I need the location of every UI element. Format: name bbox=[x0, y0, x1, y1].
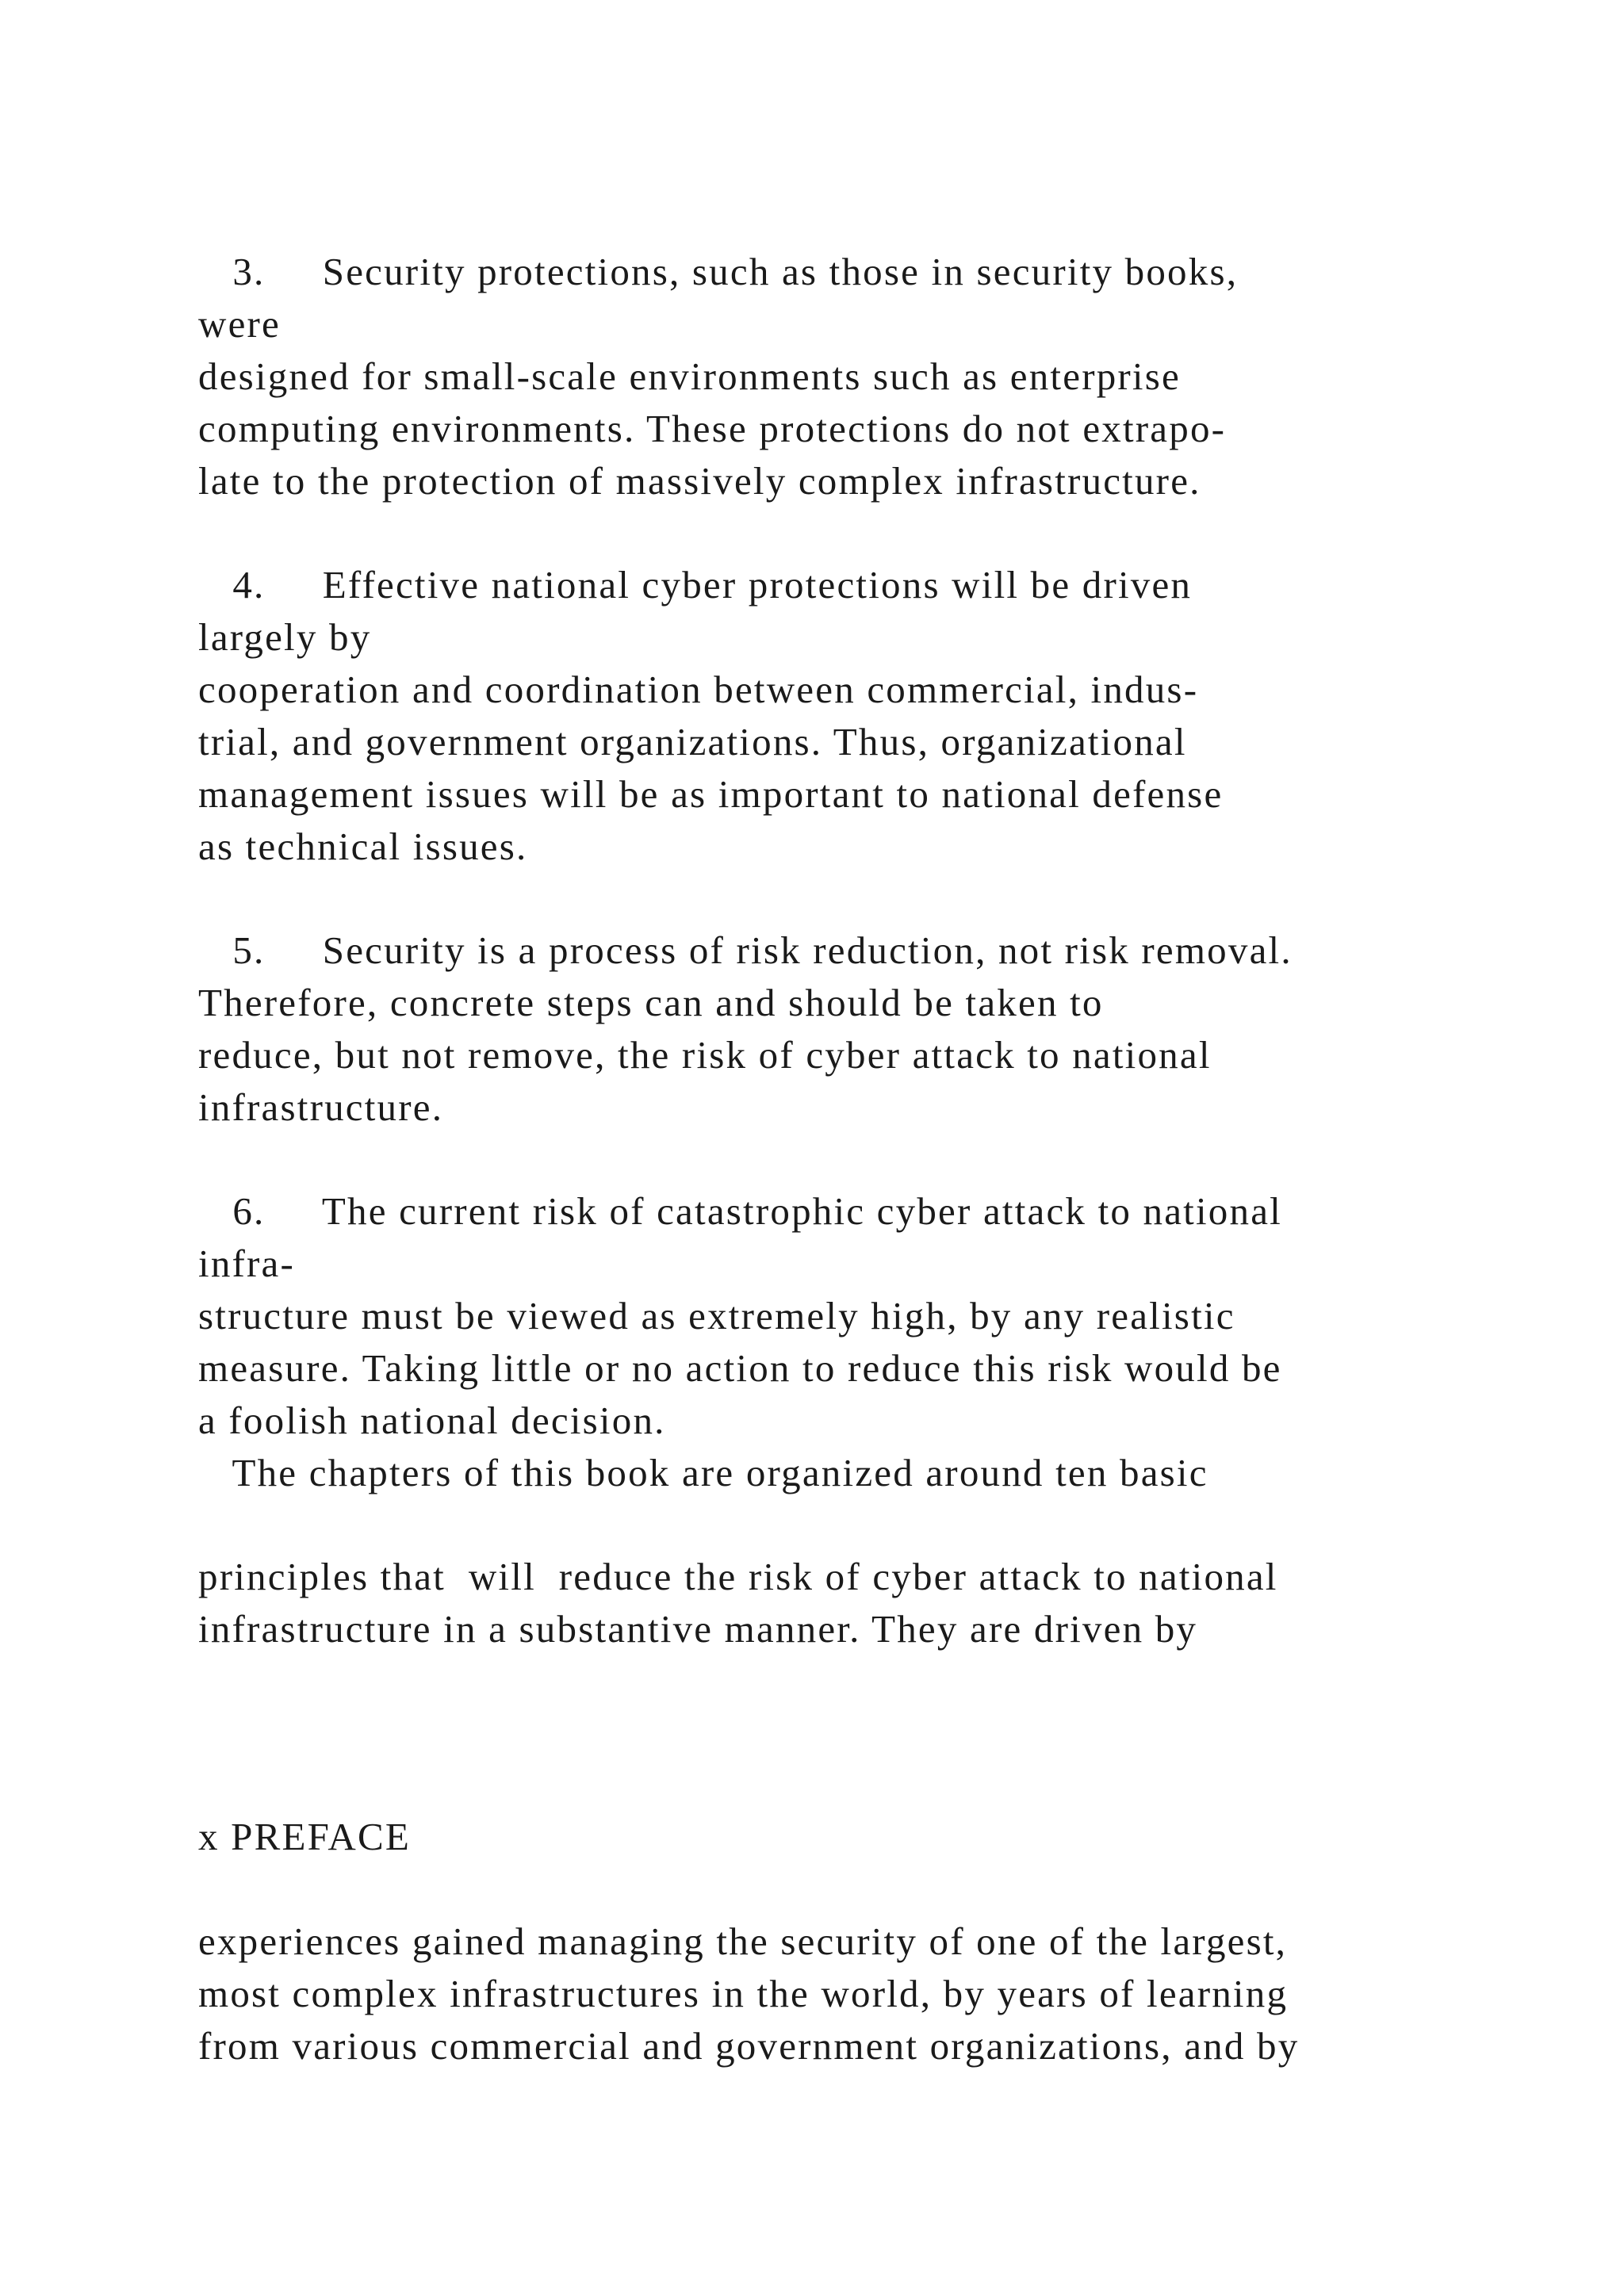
text-line: structure must be viewed as extremely high, by any realistic bbox=[198, 1294, 1235, 1337]
page-header: x PREFACE bbox=[198, 1815, 412, 1858]
text-line: infrastructure in a substantive manner. They are driven by bbox=[198, 1607, 1198, 1651]
text-line: measure. Taking little or no action to reduce this risk would be bbox=[198, 1346, 1282, 1390]
text-line: 6. The current risk of catastrophic cyber attack to national bbox=[198, 1189, 1282, 1233]
text-line: infra- bbox=[198, 1242, 296, 1285]
text-line: 5. Security is a process of risk reduction, not risk removal. bbox=[198, 928, 1293, 972]
text-line: most complex infrastructures in the world, by years of learning bbox=[198, 1972, 1289, 2015]
text-line: largely by bbox=[198, 615, 372, 659]
text-line: 3. Security protections, such as those in security books, bbox=[198, 250, 1239, 293]
text-line: infrastructure. bbox=[198, 1085, 444, 1129]
text-line: trial, and government organizations. Thus, organizational bbox=[198, 720, 1187, 763]
text-line: computing environments. These protections do not extrapo- bbox=[198, 407, 1227, 450]
text-line: management issues will be as important to national defense bbox=[198, 772, 1224, 816]
text-line: 4. Effective national cyber protections will be driven bbox=[198, 563, 1193, 607]
text-line: Therefore, concrete steps can and should be taken to bbox=[198, 981, 1104, 1024]
text-line: from various commercial and government organizations, and by bbox=[198, 2024, 1300, 2068]
text-line: a foolish national decision. bbox=[198, 1399, 666, 1442]
text-line: reduce, but not remove, the risk of cyber attack to national bbox=[198, 1033, 1212, 1077]
text-line: The chapters of this book are organized around ten basic bbox=[198, 1451, 1208, 1494]
text-line: cooperation and coordination between commercial, indus- bbox=[198, 668, 1199, 711]
text-line: as technical issues. bbox=[198, 825, 528, 868]
text-line: were bbox=[198, 302, 282, 346]
text-line: principles that will reduce the risk of cyber attack to national bbox=[198, 1555, 1278, 1598]
text-line: designed for small-scale environments such as enterprise bbox=[198, 354, 1181, 398]
text-line: experiences gained managing the security of one of the largest, bbox=[198, 1919, 1288, 1963]
text-line: late to the protection of massively complex infrastructure. bbox=[198, 459, 1201, 503]
